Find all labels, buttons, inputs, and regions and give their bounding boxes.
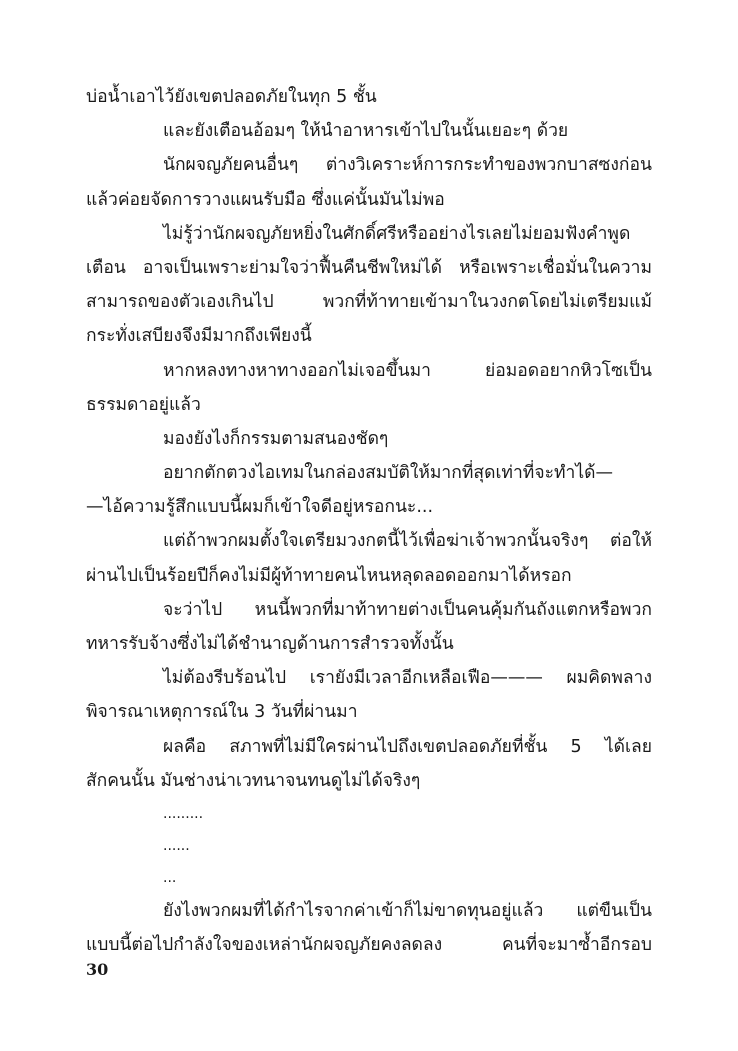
text-line: ผ่านไปเป็นร้อยปีก็คงไม่มีผู้ท้าทายคนไหนหลุดลอดออกมาได้หรอก [86, 565, 572, 586]
text-line: นักผจญภัยคนอื่นๆ ต่างวิเคราะห์การกระทำของพวกบาสซงก่อน [163, 155, 652, 176]
body-text [86, 80, 652, 962]
text-line: ธรรมดาอยู่แล้ว [86, 394, 201, 415]
text-line: กระทั่งเสบียงจึงมีมากถึงเพียงนี้ [86, 326, 312, 347]
text-line: ทหารรับจ้างซึ่งไม่ได้ชำนาญด้านการสำรวจทั้งนั้น [86, 634, 454, 654]
text-line: พิจารณาเหตุการณ์ใน 3 วันที่ผ่านมา [86, 702, 358, 723]
text-line: เตือน อาจเป็นเพราะย่ามใจว่าฟื้นคืนชีพใหม่ได้ หรือเพราะเชื่อมั่นในความ [86, 257, 652, 278]
page-number: 30 [86, 960, 109, 979]
text-line: อยากตักตวงไอเทมในกล่องสมบัติให้มากที่สุดเท่าที่จะทำได้— [163, 463, 614, 484]
ellipsis-line: ......... [163, 805, 204, 822]
text-line: ไม่รู้ว่านักผจญภัยหยิ่งในศักดิ์ศรีหรืออย่างไรเลยไม่ยอมฟังคำพูด [163, 223, 631, 244]
text-line: แต่ถ้าพวกผมตั้งใจเตรียมวงกตนี้ไว้เพื่อฆ่าเจ้าพวกนั้นจริงๆ ต่อให้ [163, 531, 652, 552]
text-line: แล้วค่อยจัดการวางแผนรับมือ ซึ่งแค่นั้นมันไม่พอ [86, 189, 445, 210]
text-line: มองยังไงก็กรรมตามสนองชัดๆ [163, 428, 389, 449]
ellipsis-line: ... [163, 869, 177, 886]
text-line: หากหลงทางหาทางออกไม่เจอขึ้นมา ย่อมอดอยากหิวโซเป็น [163, 360, 652, 381]
text-line: สักคนนั้น มันช่างน่าเวทนาจนทนดูไม่ได้จริงๆ [86, 770, 421, 791]
text-line: —ไอ้ความรู้สึกแบบนี้ผมก็เข้าใจดีอยู่หรอกนะ... [86, 497, 434, 518]
text-line: ผลคือ สภาพที่ไม่มีใครผ่านไปถึงเขตปลอดภัยที่ชั้น 5 ได้เลย [163, 736, 652, 757]
text-line: จะว่าไป หนนี้พวกที่มาท้าทายต่างเป็นคนคุ้มกันถังแตกหรือพวก [163, 599, 652, 620]
text-line: และยังเตือนอ้อมๆ ให้นำอาหารเข้าไปในนั้นเยอะๆ ด้วย [163, 121, 569, 142]
text-line: แบบนี้ต่อไปกำลังใจของเหล่านักผจญภัยคงลดลง คนที่จะมาซ้ำอีกรอบ [86, 935, 652, 956]
text-line: บ่อน้ำเอาไว้ยังเขตปลอดภัยในทุก 5 ชั้น [86, 87, 377, 107]
text-line: ไม่ต้องรีบร้อนไป เรายังมีเวลาอีกเหลือเฟือ——— ผมคิดพลาง [163, 668, 652, 689]
text-line: ยังไงพวกผมที่ได้กำไรจากค่าเข้าก็ไม่ขาดทุนอยู่แล้ว แต่ขืนเป็น [163, 900, 652, 921]
text-line: สามารถของตัวเองเกินไป พวกที่ท้าทายเข้ามาในวงกตโดยไม่เตรียมแม้ [86, 292, 652, 313]
ellipsis-line: ...... [163, 837, 190, 854]
